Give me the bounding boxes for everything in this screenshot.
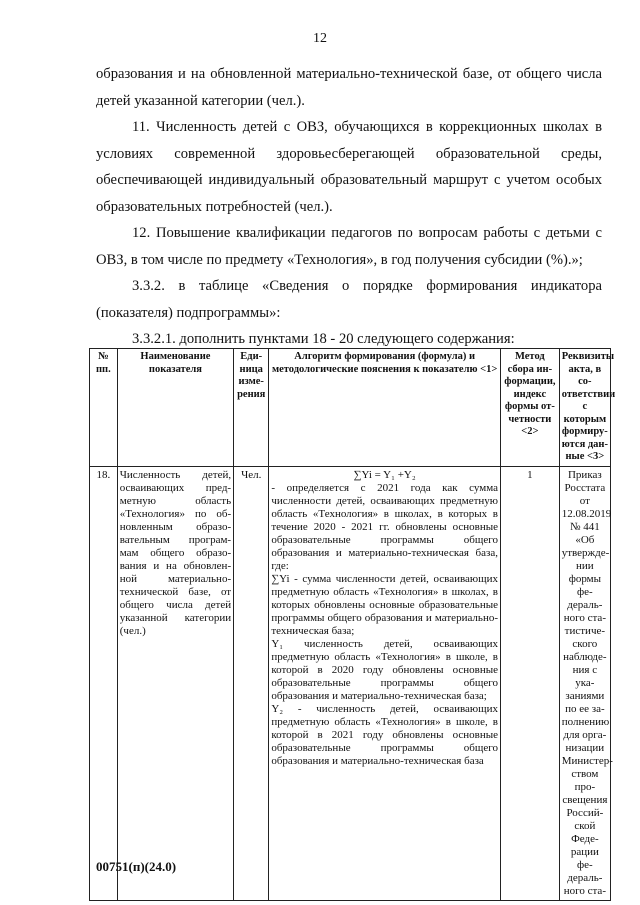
indicator-table xyxy=(89,348,616,901)
table-row xyxy=(90,466,611,900)
cell-requisites: Приказ Росстата от 12.08.2019 № 441 «Об утвержде-нии формы фе-дераль-ного ста-тистиче-ского наблюде-ния с ука-заниями по ее за-полнению для орга-низации Министер-ством про-свещения Россий-ской Феде-рации фе-дераль-ного ста- xyxy=(559,466,610,900)
paragraph-3-3-2-1: 3.3.2.1. дополнить пунктами 18 - 20 следующего содержания: xyxy=(132,331,515,347)
algorithm-line: Y₂ - численность детей, осваивающих предметную область «Технология» в школе, в которой в 2021 году обновлены основные образовательные программы общего образования и материально-техническая база xyxy=(271,702,498,767)
paragraph-continuation: образования и на обновленной материально-технической базе, от общего числа детей указанной категории (чел.). xyxy=(96,66,602,109)
document-code: 00751(п)(24.0) xyxy=(96,859,177,874)
cell-unit: Чел. xyxy=(234,466,269,900)
header-algorithm: Алгоритм формирования (формула) и методологические пояснения к показателю <1> xyxy=(269,349,501,467)
formula: ∑Yi = Y₁ +Y₂ xyxy=(353,468,416,481)
algorithm-line: Y₁ численность детей, осваивающих предметную область «Технология» в школе, в которой в 2020 году обновлены основные образовательные программы общего образования и материально-техническая база; xyxy=(271,637,498,702)
paragraph-item-11: 11. Численность детей с ОВЗ, обучающихся в коррекционных школах в условиях современной здоровьесберегающей образовательной среды, обеспечивающей индивидуальный образовательный маршрут с учетом особых образовательных потребностей (чел.). xyxy=(96,119,602,215)
paragraph-item-12: 12. Повышение квалификации педагогов по вопросам работы с детьми с ОВЗ, в том числе по предмету «Технология», в год получения субсидии (%).»; xyxy=(96,225,602,268)
header-no: № пп. xyxy=(90,349,118,467)
table-header-row xyxy=(90,349,611,467)
algorithm-line: ∑Yi - сумма численности детей, осваивающих предметную область «Технология» в школах, в которых обновлены основные образовательные программы общего образования и материально-техническая база; xyxy=(271,572,498,637)
cell-no: 18. xyxy=(90,466,118,900)
paragraph-3-3-2: 3.3.2. в таблице «Сведения о порядке формирования индикатора (показателя) подпрограммы»: xyxy=(96,278,602,321)
algorithm-line: - определяется с 2021 года как сумма численности детей, осваивающих предметную область «Технология» в школах, в которых в течение 2020 - 2021 гг. обновлены основные образовательные программы общего образования и материально-техническая база, где: xyxy=(271,481,498,572)
header-method: Метод сбора ин-формации, индекс формы от-четности <2> xyxy=(501,349,560,467)
header-unit: Еди-ница изме-рения xyxy=(234,349,269,467)
cell-algorithm xyxy=(269,466,501,900)
page-number: 12 xyxy=(313,31,327,46)
cell-name: Численность детей, осваивающих пред-метную область «Технология» по об-новленным образо-вательным програм-мам общего образо-вания и на обновлен-ной материально-технической базе, от общего числа детей указанной категории (чел.) xyxy=(117,466,233,900)
header-requisites: Реквизиты акта, в со-ответствии с которым формиру-ются дан-ные <3> xyxy=(559,349,610,467)
cell-method: 1 xyxy=(501,466,560,900)
header-name: Наименование показателя xyxy=(117,349,233,467)
